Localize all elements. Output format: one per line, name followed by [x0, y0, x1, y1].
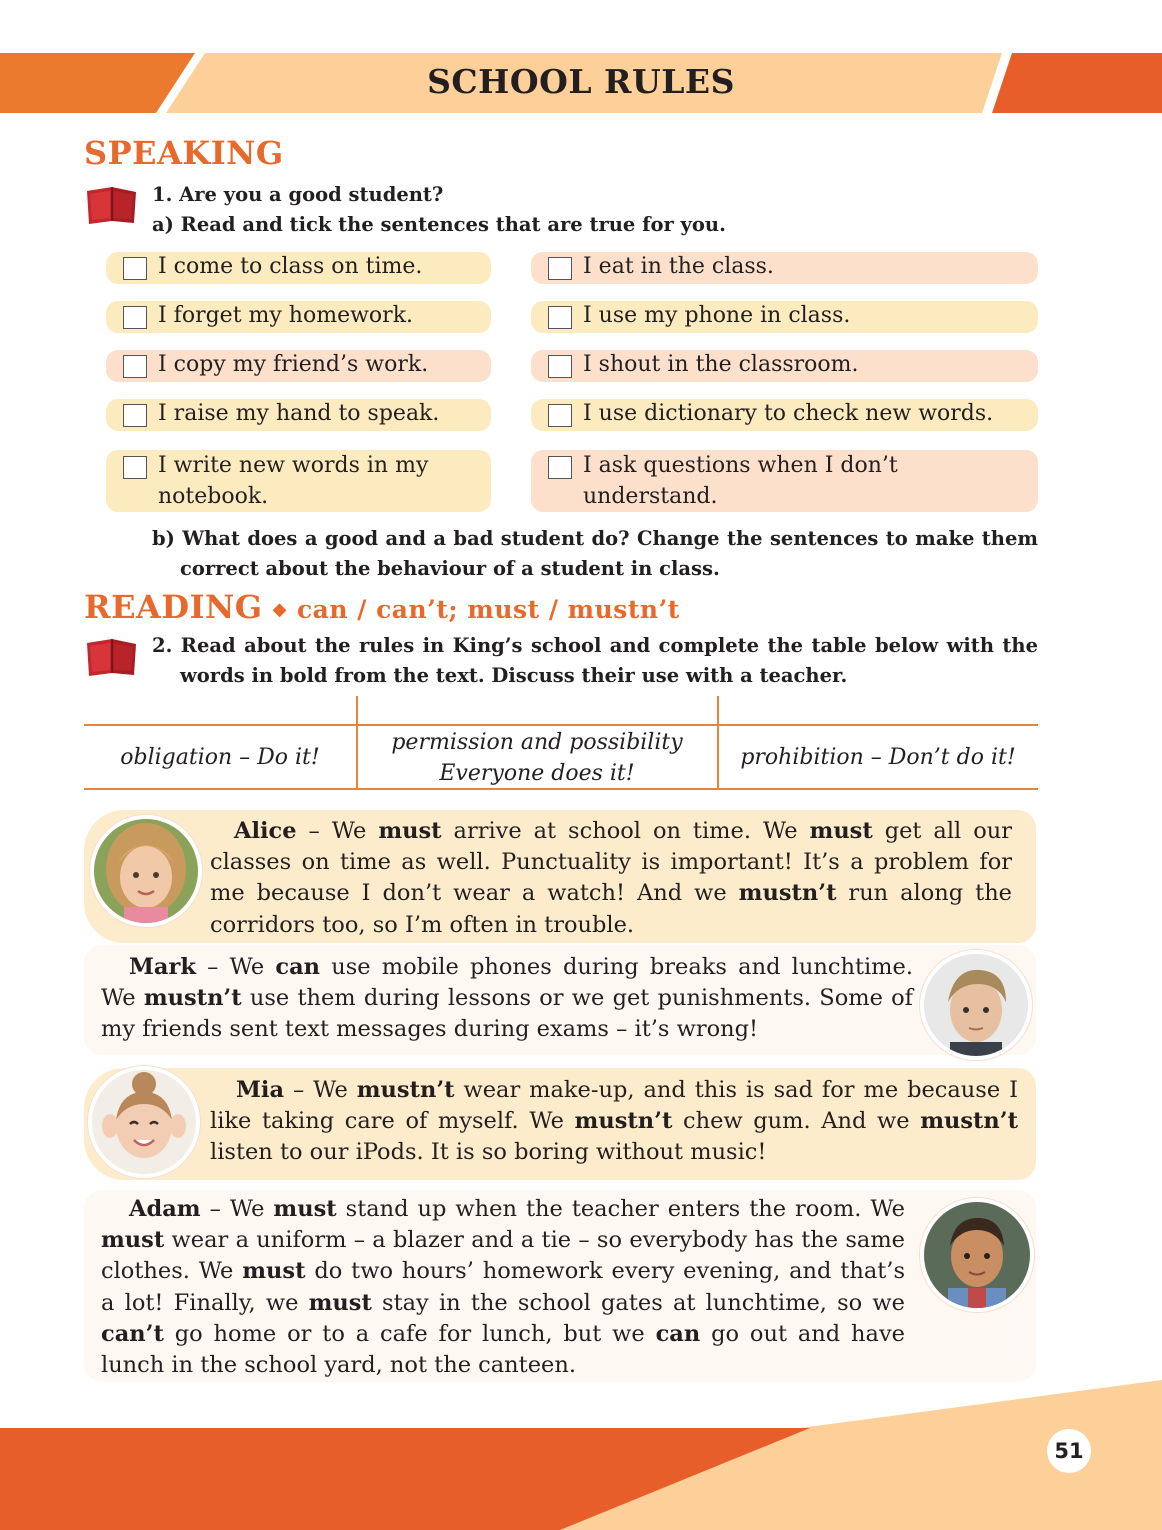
- footer-band: [0, 1380, 1162, 1530]
- speaking-heading: SPEAKING: [84, 134, 284, 172]
- reading-heading: READING: [84, 588, 263, 626]
- avatar-spacer: [905, 1194, 931, 1319]
- task-1-instruction-a: a) Read and tick the sentences that are true for you.: [152, 213, 726, 236]
- tick-item[interactable]: I raise my hand to speak.: [106, 399, 491, 431]
- grammar-focus: can / can’t; must / mustn’t: [296, 595, 680, 624]
- tick-item[interactable]: I use my phone in class.: [531, 301, 1038, 333]
- tick-item[interactable]: I eat in the class.: [531, 252, 1038, 284]
- story-mia: Mia – We mustn’t wear make-up, and this is sad for me because I like taking care of myself. We mustn’t chew gum. And we mustn’t listen to our iPods. It is so boring without music!: [210, 1077, 1018, 1166]
- tick-item[interactable]: I shout in the classroom.: [531, 350, 1038, 382]
- header-banner: [0, 53, 1162, 113]
- task-1-b: [152, 524, 1038, 584]
- checkbox[interactable]: [548, 257, 572, 280]
- story-adam: Adam – We must stand up when the teacher enters the room. We must wear a uniform – a blazer and a tie – so everybody has the same clothes. We must do two hours’ homework every evening, and that’s a lot! Finally, we must stay in the school gates at lunchtime, so we can’t go home or to a cafe for lunch, but we can go out and have lunch in the school yard, not the canteen.: [101, 1194, 931, 1381]
- checkbox[interactable]: [123, 456, 147, 479]
- rules-table: [84, 696, 1038, 789]
- task-2: [152, 631, 1038, 691]
- diamond-icon: ◆: [272, 599, 287, 620]
- story-name: Mark: [129, 954, 196, 980]
- avatar-adam: [920, 1198, 1034, 1312]
- table-cell-prohibition: prohibition – Don’t do it!: [740, 745, 1016, 770]
- tick-item[interactable]: I ask questions when I don’t understand.: [531, 450, 1038, 512]
- tick-item[interactable]: I copy my friend’s work.: [106, 350, 491, 382]
- book-icon: [84, 637, 138, 677]
- checkbox[interactable]: [123, 257, 147, 280]
- task-1: [152, 180, 1038, 240]
- table-cell-obligation: obligation – Do it!: [120, 745, 320, 770]
- reading-heading-row: [84, 588, 680, 626]
- avatar-mark: [920, 950, 1032, 1060]
- avatar-alice: [90, 815, 202, 927]
- checkbox[interactable]: [548, 456, 572, 479]
- story-name: Mia: [236, 1077, 285, 1103]
- story-alice: Alice – We must arrive at school on time. We must get all our classes on time as well. Punctuality is important! It’s a problem for me because I don’t wear a watch! And we mustn’t run along the corridors too, so I’m often in trouble.: [210, 818, 1012, 938]
- story-name: Alice: [234, 818, 297, 844]
- checkbox[interactable]: [548, 306, 572, 329]
- task-2-instruction: 2. Read about the rules in King’s school and complete the table below with the words in bold from the text. Discuss their use with a teacher.: [152, 634, 1038, 687]
- story-mark: Mark – We can use mobile phones during breaks and lunchtime. We mustn’t use them during lessons or we get punishments. Some of my friends sent text messages during exams – it’s wrong!: [101, 954, 914, 1043]
- table-cell-permission: permission and possibility Everyone does it!: [391, 729, 683, 786]
- story-name: Adam: [129, 1196, 201, 1222]
- page-number: 51: [1047, 1429, 1091, 1473]
- checkbox[interactable]: [123, 355, 147, 378]
- book-icon: [84, 185, 138, 225]
- tick-item[interactable]: I come to class on time.: [106, 252, 491, 284]
- footer-shape: [0, 1380, 1162, 1530]
- checkbox[interactable]: [123, 404, 147, 427]
- task-1-title: 1. Are you a good student?: [152, 183, 444, 206]
- task-1-instruction-b: b) What does a good and a bad student do? Change the sentences to make them correct about the behaviour of a student in class.: [152, 527, 1038, 580]
- tick-item[interactable]: I use dictionary to check new words.: [531, 399, 1038, 431]
- checkbox[interactable]: [123, 306, 147, 329]
- checkbox[interactable]: [548, 404, 572, 427]
- tick-item[interactable]: I forget my homework.: [106, 301, 491, 333]
- tick-item[interactable]: I write new words in my notebook.: [106, 450, 491, 512]
- page-title: SCHOOL RULES: [427, 62, 735, 101]
- checkbox[interactable]: [548, 355, 572, 378]
- avatar-mia: [88, 1066, 200, 1178]
